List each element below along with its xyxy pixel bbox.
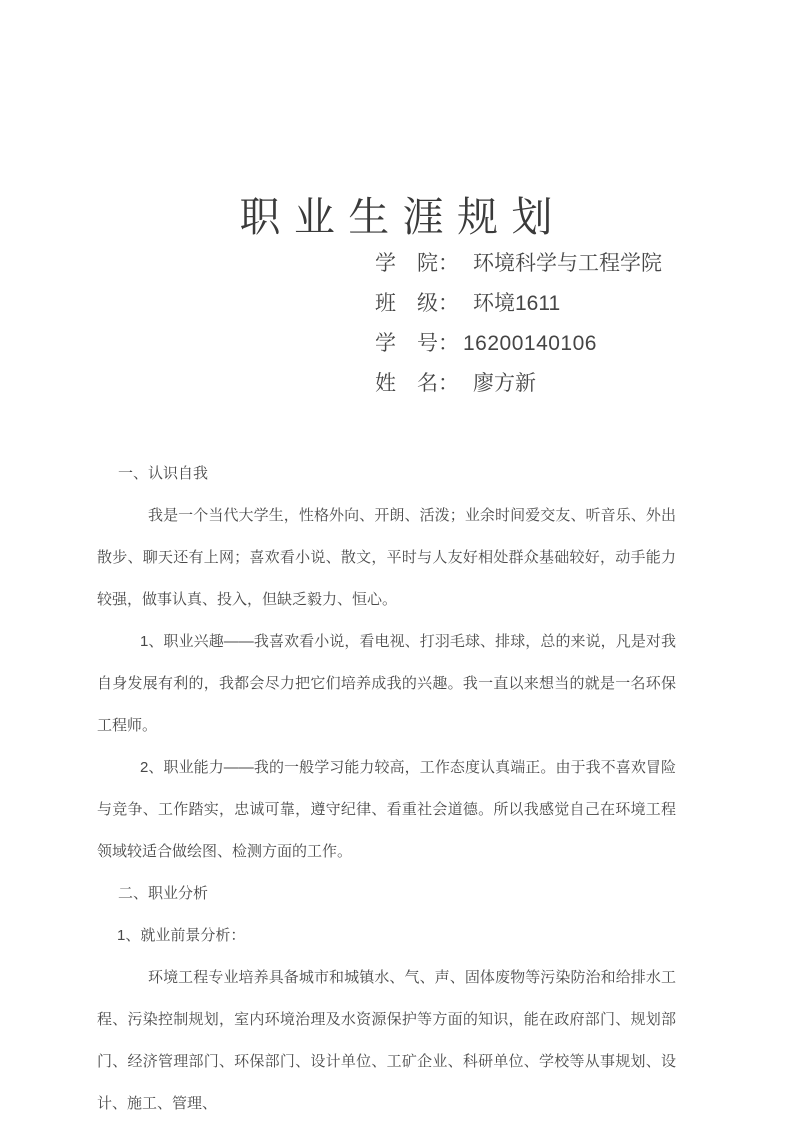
section-heading-career-analysis: 二、职业分析 xyxy=(118,885,209,902)
student-info-block xyxy=(375,244,662,404)
paragraph-career-ability: 2、职业能力——我的一般学习能力较高，工作态度认真端正。由于我不喜欢冒险与竞争、工作踏实，忠诚可靠，遵守纪律、看重社会道德。所以我感觉自己在环境工程领域较适合做绘图、检测方面的工作。 xyxy=(97,759,676,860)
info-row-class xyxy=(375,284,662,324)
college-label: 学 院： xyxy=(375,252,459,275)
info-row-college xyxy=(375,244,662,284)
paragraph-employment-prospects: 环境工程专业培养具备城市和城镇水、气、声、固体废物等污染防治和给排水工程、污染控制规划，室内环境治理及水资源保护等方面的知识，能在政府部门、规划部门、经济管理部门、环保部门、设计单位、工矿企业、科研单位、学校等从事规划、设计、施工、管理、 xyxy=(97,969,676,1112)
info-row-student-id xyxy=(375,324,662,364)
student-id-label: 学 号： xyxy=(375,332,459,355)
info-row-name xyxy=(375,364,662,404)
paragraph-self-introduction: 我是一个当代大学生，性格外向、开朗、活泼；业余时间爱交友、听音乐、外出散步、聊天还有上网；喜欢看小说、散文，平时与人友好相处群众基础较好，动手能力较强，做事认真、投入，但缺乏毅力、恒心。 xyxy=(97,507,676,608)
name-label: 姓 名： xyxy=(375,372,459,395)
document-title: 职 业 生 涯 规 划 xyxy=(239,194,554,240)
class-label: 班 级： xyxy=(375,292,459,315)
document-body xyxy=(97,453,676,1122)
section-heading-know-myself: 一、认识自我 xyxy=(118,465,209,482)
college-value: 环境科学与工程学院 xyxy=(473,252,662,275)
paragraph-career-interest: 1、职业兴趣——我喜欢看小说，看电视、打羽毛球、排球，总的来说，凡是对我自身发展有利的，我都会尽力把它们培养成我的兴趣。我一直以来想当的就是一名环保工程师。 xyxy=(97,633,676,734)
class-value: 环境1611 xyxy=(473,292,561,315)
student-id-value: 16200140106 xyxy=(463,332,597,355)
name-value: 廖方新 xyxy=(473,372,536,395)
subsection-heading-employment-prospects: 1、就业前景分析： xyxy=(117,927,246,944)
